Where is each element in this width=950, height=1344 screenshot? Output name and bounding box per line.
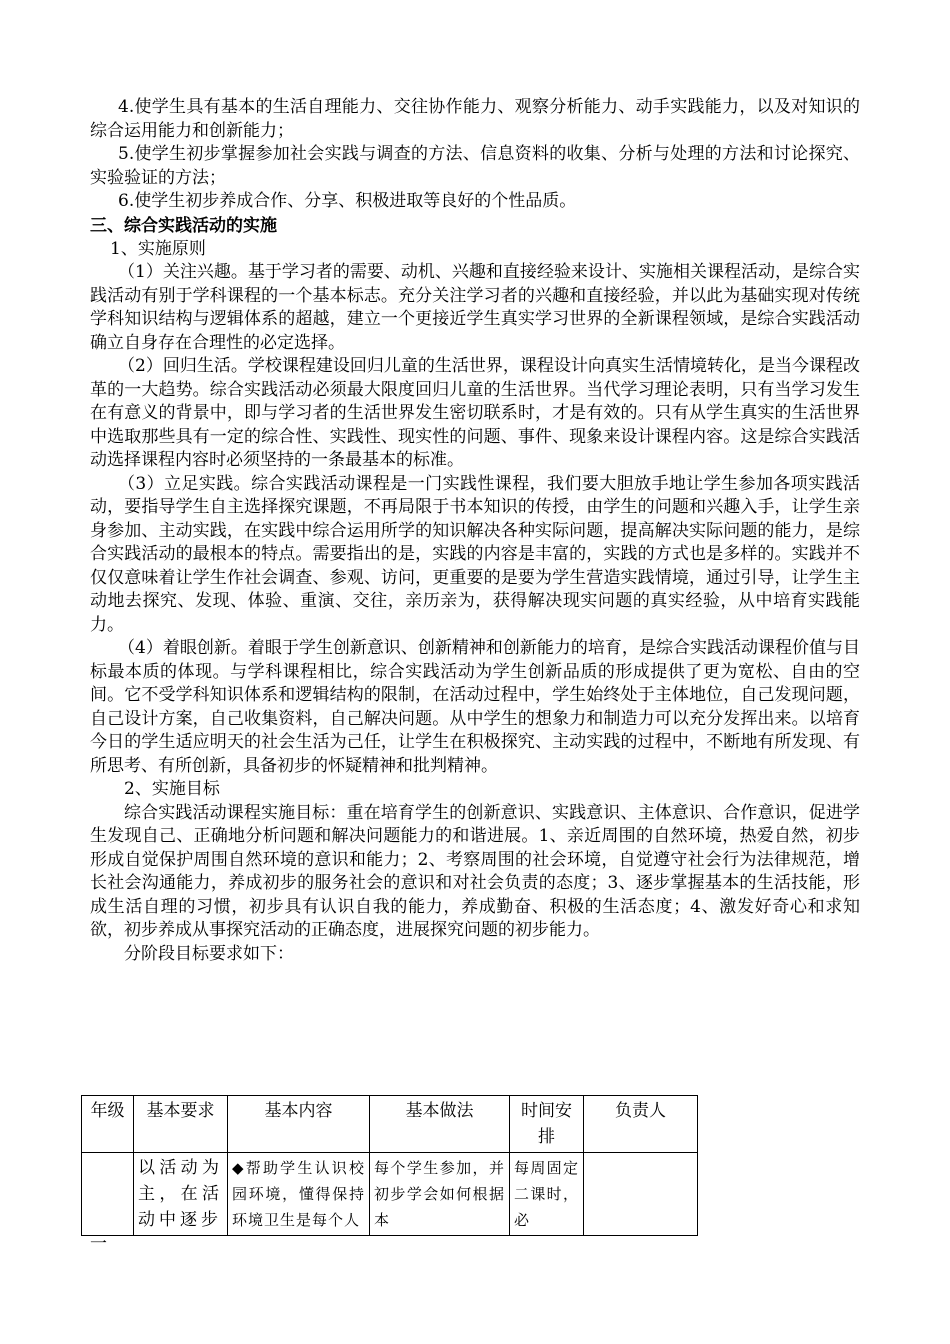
document-page (90, 96, 860, 966)
cell-grade (82, 1153, 134, 1254)
subheading: 2、实施目标 (124, 779, 220, 799)
paragraph: 5.使学生初步掌握参加社会实践与调查的方法、信息资料的收集、分析与处理的方法和讨论探究、实验验证的方法； (90, 144, 860, 188)
cell-requirement: 以活动为主，在活动中逐步 (134, 1153, 228, 1236)
cell-method: 每个学生参加，并初步学会如何根据本 (370, 1153, 510, 1236)
header-method: 基本做法 (370, 1096, 510, 1153)
goal-paragraph: 综合实践活动课程实施目标：重在培育学生的创新意识、实践意识、主体意识、合作意识，促进学生发现自己、正确地分析问题和解决问题能力的和谐进展。1、亲近周围的自然环境，热爱自然，初步形成自觉保护周围自然环境的意识和能力；2、考察周围的社会环境，自觉遵守社会行为法律规范，增长社会沟通能力，养成初步的服务社会的意识和对社会负责的态度；3、逐步掌握基本的生活技能，形成生活自理的习惯，初步具有认识自我的能力，养成勤奋、积极的生活态度；4、激发好奇心和求知欲，初步养成从事探究活动的正确态度，进展探究问题的初步能力。 (90, 802, 860, 940)
paragraph: 4.使学生具有基本的生活自理能力、交往协作能力、观察分析能力、动手实践能力，以及对知识的综合运用能力和创新能力； (90, 97, 860, 141)
cell-content: ◆帮助学生认识校园环境，懂得保持环境卫生是每个人 (228, 1153, 370, 1236)
principle-paragraph: （3）立足实践。综合实践活动课程是一门实践性课程，我们要大胆放手地让学生参加各项实践活动，要指导学生自主选择探究课题，不再局限于书本知识的传授，由学生的问题和兴趣入手，让学生亲身参加、主动实践，在实践中综合运用所学的知识解决各种实际问题，提高解决实际问题的能力，是综合实践活动的最根本的特点。需要指出的是，实践的内容是丰富的，实践的方式也是多样的。实践并不仅仅意味着让学生作社会调查、参观、访问，更重要的是要为学生营造实践情境，通过引导，让学生主动地去探究、发现、体验、重演、交往，亲历亲为，获得解决现实问题的真实经验，从中培育实践能力。 (90, 473, 860, 635)
paragraph: 6.使学生初步养成合作、分享、积极进取等良好的个性品质。 (118, 191, 577, 211)
header-time: 时间安排 (510, 1096, 584, 1153)
principle-paragraph: （1）关注兴趣。基于学习者的需要、动机、兴趣和直接经验来设计、实施相关课程活动，是综合实践活动有别于学科课程的一个基本标志。充分关注学习者的兴趣和直接经验，并以此为基础实现对传统学科知识结构与逻辑体系的超越，建立一个更接近学生真实学习世界的全新课程领域，是综合实践活动确立自身存在合理性的必定选择。 (90, 262, 860, 353)
principle-paragraph: （2）回归生活。学校课程建设回归儿童的生活世界，课程设计向真实生活情境转化，是当今课程改革的一大趋势。综合实践活动必须最大限度回归儿童的生活世界。当代学习理论表明，只有当学习发生在有意义的背景中，即与学习者的生活世界发生密切联系时，才是有效的。只有从学生真实的生活世界中选取那些具有一定的综合性、实践性、现实性的问题、事件、现象来设计课程内容。这是综合实践活动选择课程内容时必须坚持的一条最基本的标准。 (90, 356, 860, 470)
cell-owner (584, 1153, 698, 1236)
header-requirement: 基本要求 (134, 1096, 228, 1153)
cell-time: 每周固定二课时，必 (510, 1153, 584, 1236)
header-grade: 年级 (82, 1096, 134, 1153)
subheading: 1、实施原则 (110, 238, 206, 259)
grade-value: 一 (90, 1234, 107, 1254)
header-owner: 负责人 (584, 1096, 698, 1153)
section-heading: 三、综合实践活动的实施 (90, 215, 277, 236)
table-row (82, 1153, 698, 1236)
stage-goals-table (81, 1095, 698, 1254)
principle-paragraph: （4）着眼创新。着眼于学生创新意识、创新精神和创新能力的培育，是综合实践活动课程价值与目标最本质的体现。与学科课程相比，综合实践活动为学生创新品质的形成提供了更为宽松、自由的空间。它不受学科知识体系和逻辑结构的限制，在活动过程中，学生始终处于主体地位，自己发现问题，自己设计方案，自己收集资料，自己解决问题。从中学生的想象力和制造力可以充分发挥出来。以培育今日的学生适应明天的社会生活为己任，让学生在积极探究、主动实践的过程中，不断地有所发现、有所思考、有所创新，具备初步的怀疑精神和批判精神。 (90, 638, 860, 776)
table-header-row (82, 1096, 698, 1153)
header-content: 基本内容 (228, 1096, 370, 1153)
stage-intro: 分阶段目标要求如下： (124, 943, 294, 964)
